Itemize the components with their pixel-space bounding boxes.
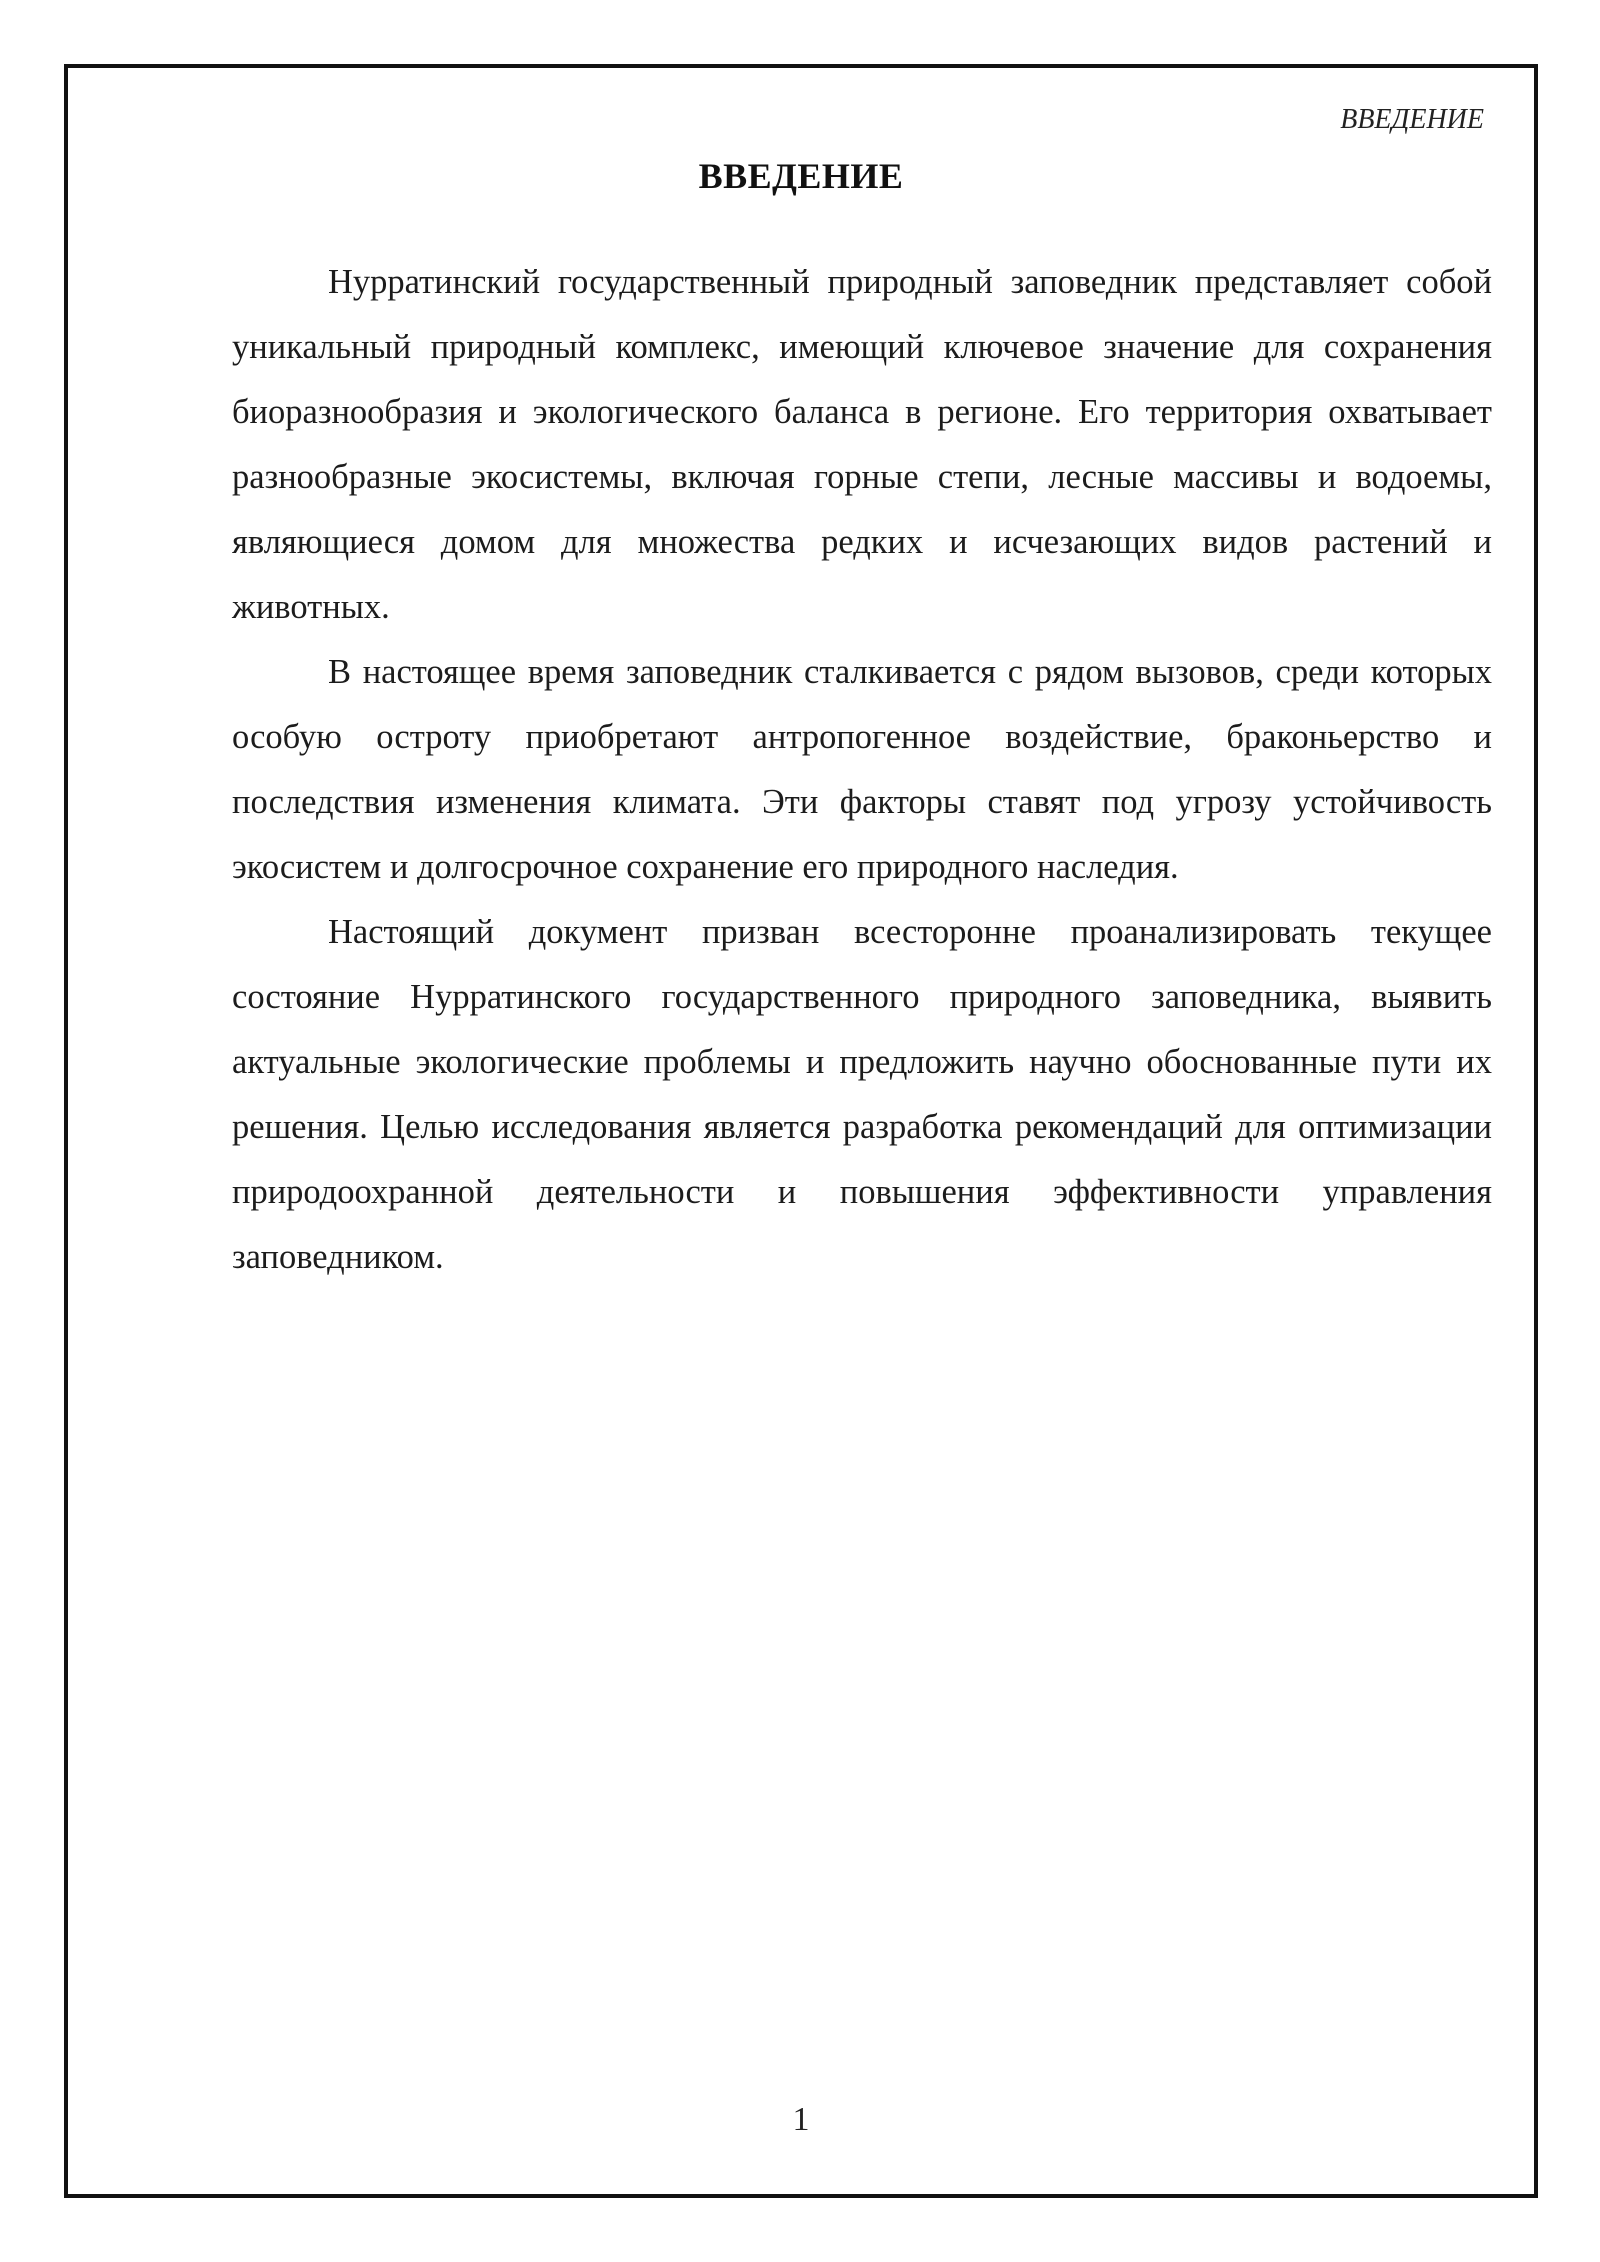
running-header: ВВЕДЕНИЕ — [1340, 104, 1484, 135]
page-frame — [64, 64, 1538, 2198]
body-text — [232, 250, 1492, 1290]
paragraph: Настоящий документ призван всесторонне проанализировать текущее состояние Нурратинского государственного природного заповедника, выявить актуальные экологические проблемы и предложить научно обоснованные пути их решения. Целью исследования является разработка рекомендаций для оптимизации природоохранной деятельности и повышения эффективности управления заповедником. — [232, 913, 1492, 1276]
paragraph: В настоящее время заповедник сталкивается с рядом вызовов, среди которых особую остроту приобретают антропогенное воздействие, браконьерство и последствия изменения климата. Эти факторы ставят под угрозу устойчивость экосистем и долгосрочное сохранение его природного наследия. — [232, 653, 1492, 886]
paragraph: Нурратинский государственный природный заповедник представляет собой уникальный природный комплекс, имеющий ключевое значение для сохранения биоразнообразия и экологического баланса в регионе. Его территория охватывает разнообразные экосистемы, включая горные степи, лесные массивы и водоемы, являющиеся домом для множества редких и исчезающих видов растений и животных. — [232, 263, 1492, 626]
page-title: ВВЕДЕНИЕ — [698, 156, 904, 196]
page-number: 1 — [792, 2101, 810, 2138]
